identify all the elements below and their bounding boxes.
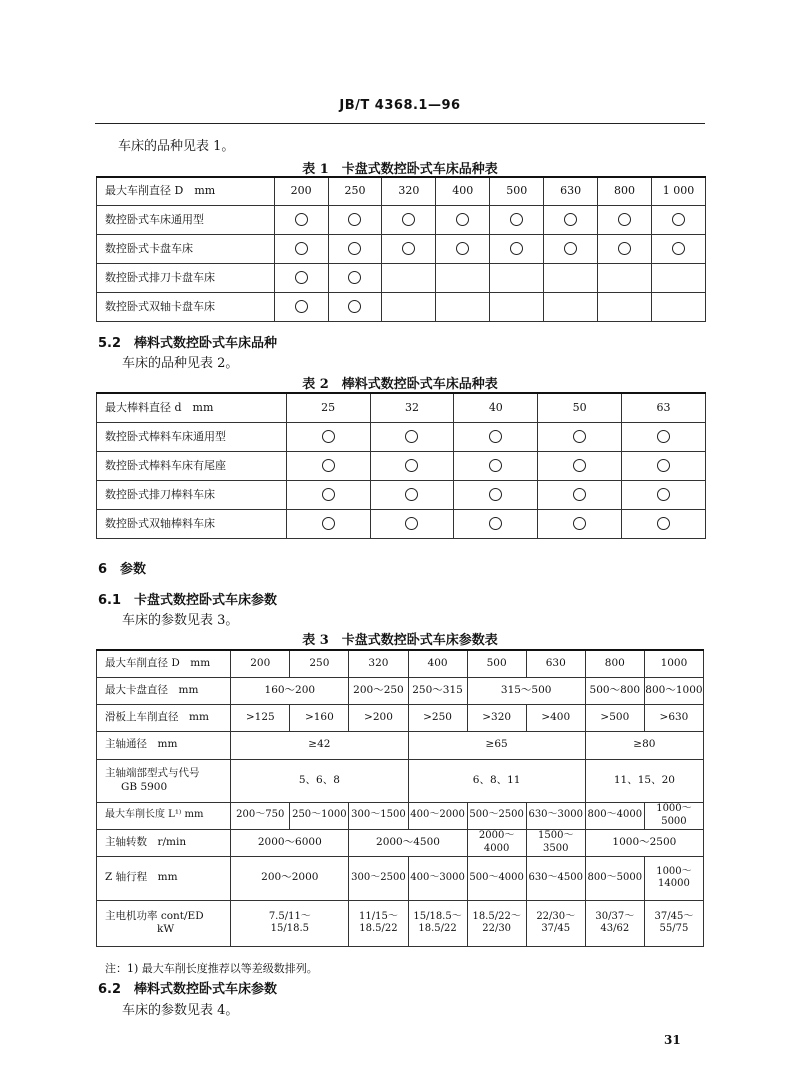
circle-mark-icon	[402, 213, 415, 226]
table-row	[97, 650, 704, 677]
cell-line: 37/45	[541, 923, 571, 934]
mark-cell	[436, 292, 490, 321]
table-cell: 主轴通径 mm	[97, 731, 231, 759]
circle-mark-icon	[564, 213, 577, 226]
table-cell: 数控卧式卡盘车床	[97, 234, 275, 263]
mark-cell	[328, 263, 382, 292]
cell-line: 43/62	[600, 923, 630, 934]
table-row	[97, 480, 706, 509]
mark-cell	[286, 509, 370, 538]
circle-mark-icon	[573, 430, 586, 443]
table-cell: 数控卧式棒料车床有尾座	[97, 451, 287, 480]
table-cell: 32	[370, 393, 454, 422]
mark-cell	[544, 205, 598, 234]
table-cell: 滑板上车削直径 mm	[97, 704, 231, 731]
table-cell: 200	[231, 650, 290, 677]
circle-mark-icon	[456, 242, 469, 255]
table-cell: 400～3000	[408, 856, 467, 900]
table-row	[97, 263, 706, 292]
mark-cell	[651, 292, 705, 321]
table2	[96, 392, 706, 539]
table-cell: 800	[585, 650, 644, 677]
label-line: GB 5900	[121, 780, 168, 793]
table-cell: 320	[382, 177, 436, 205]
mark-cell	[622, 451, 706, 480]
circle-mark-icon	[405, 459, 418, 472]
mark-cell	[538, 451, 622, 480]
circle-mark-icon	[672, 213, 685, 226]
table-cell: 315～500	[467, 677, 585, 704]
cell-line: 22/30	[482, 923, 512, 934]
circle-mark-icon	[489, 488, 502, 501]
mark-cell	[490, 234, 544, 263]
circle-mark-icon	[405, 430, 418, 443]
mark-cell	[328, 292, 382, 321]
table-cell: 630	[544, 177, 598, 205]
table-cell: 1000～2500	[585, 829, 703, 856]
table-cell: 250	[328, 177, 382, 205]
table-cell	[231, 900, 349, 946]
table-cell: 2000～6000	[231, 829, 349, 856]
mark-cell	[328, 205, 382, 234]
table-cell: 数控卧式排刀卡盘车床	[97, 263, 275, 292]
table-cell: 数控卧式棒料车床通用型	[97, 422, 287, 451]
circle-mark-icon	[295, 300, 308, 313]
table-cell: 160～200	[231, 677, 349, 704]
table-cell: 数控卧式双轴棒料车床	[97, 509, 287, 538]
table-row	[97, 677, 704, 704]
mark-cell	[538, 509, 622, 538]
table-cell: 630～3000	[526, 802, 585, 829]
cell-line: 7.5/11～	[268, 910, 311, 922]
mark-cell	[544, 263, 598, 292]
table-cell: ≥65	[408, 731, 585, 759]
table-cell	[585, 900, 644, 946]
cell-line: 22/30～	[536, 910, 576, 922]
table-cell	[644, 900, 703, 946]
circle-mark-icon	[405, 517, 418, 530]
mark-cell	[598, 234, 652, 263]
table-row	[97, 856, 704, 900]
table-cell: 500～4000	[467, 856, 526, 900]
table-cell: 200～2000	[231, 856, 349, 900]
table-cell: 500～2500	[467, 802, 526, 829]
mark-cell	[490, 205, 544, 234]
cell-line: 15/18.5～	[413, 910, 462, 922]
table-cell: >400	[526, 704, 585, 731]
table-cell	[644, 856, 703, 900]
cell-line: 18.5/22	[418, 923, 457, 934]
circle-mark-icon	[657, 488, 670, 501]
header-rule	[95, 123, 705, 124]
table-cell: >160	[290, 704, 349, 731]
table-cell: 6、8、11	[408, 759, 585, 802]
table-cell: 1000	[644, 650, 703, 677]
table-cell: 50	[538, 393, 622, 422]
circle-mark-icon	[573, 517, 586, 530]
table-row	[97, 829, 704, 856]
section-6-1-heading: 6.1 卡盘式数控卧式车床参数	[98, 593, 278, 608]
table-row	[97, 802, 704, 829]
table-cell: ≥42	[231, 731, 408, 759]
table-row	[97, 234, 706, 263]
table-row	[97, 509, 706, 538]
table-cell	[97, 900, 231, 946]
table2-caption: 表 2 棒料式数控卧式车床品种表	[302, 377, 498, 392]
circle-mark-icon	[657, 430, 670, 443]
section-5-2-heading: 5.2 棒料式数控卧式车床品种	[98, 336, 278, 351]
cell-line: 55/75	[659, 923, 689, 934]
table-cell: 300～1500	[349, 802, 408, 829]
circle-mark-icon	[295, 213, 308, 226]
circle-mark-icon	[322, 430, 335, 443]
table-cell: 2000～4500	[349, 829, 467, 856]
label-line: 主轴端部型式与代号	[105, 767, 200, 780]
mark-cell	[382, 205, 436, 234]
circle-mark-icon	[348, 271, 361, 284]
table-cell: 800	[598, 177, 652, 205]
table-cell: 250～315	[408, 677, 467, 704]
mark-cell	[454, 422, 538, 451]
page-number: 31	[664, 1033, 681, 1047]
table-cell: 数控卧式车床通用型	[97, 205, 275, 234]
table-cell: Z 轴行程 mm	[97, 856, 231, 900]
circle-mark-icon	[348, 213, 361, 226]
section-6-heading: 6 参数	[98, 562, 147, 577]
mark-cell	[651, 205, 705, 234]
table-cell: 200～250	[349, 677, 408, 704]
table-cell: 250～1000	[290, 802, 349, 829]
circle-mark-icon	[489, 517, 502, 530]
table-cell: 最大卡盘直径 mm	[97, 677, 231, 704]
table-cell	[526, 900, 585, 946]
mark-cell	[598, 205, 652, 234]
table-cell: 630～4500	[526, 856, 585, 900]
mark-cell	[490, 292, 544, 321]
section-6-2-heading: 6.2 棒料式数控卧式车床参数	[98, 982, 278, 997]
table-cell: ≥80	[585, 731, 703, 759]
table-cell: >200	[349, 704, 408, 731]
cell-line: 11/15～	[359, 910, 398, 922]
circle-mark-icon	[295, 242, 308, 255]
table-cell: 400	[408, 650, 467, 677]
table-cell: 200	[274, 177, 328, 205]
table-cell: 数控卧式排刀棒料车床	[97, 480, 287, 509]
table-cell: >630	[644, 704, 703, 731]
mark-cell	[274, 292, 328, 321]
table3-caption: 表 3 卡盘式数控卧式车床参数表	[302, 633, 498, 648]
table-cell: 5、6、8	[231, 759, 408, 802]
mark-cell	[544, 292, 598, 321]
mark-cell	[454, 451, 538, 480]
table-cell: 主轴转数 r/min	[97, 829, 231, 856]
mark-cell	[274, 205, 328, 234]
table-cell: 800～5000	[585, 856, 644, 900]
mark-cell	[286, 422, 370, 451]
mark-cell	[286, 480, 370, 509]
mark-cell	[454, 480, 538, 509]
document-number: JB/T 4368.1—96	[339, 98, 461, 113]
cell-line: 14000	[658, 878, 690, 889]
table-cell: 500～800	[585, 677, 644, 704]
table-cell: >250	[408, 704, 467, 731]
mark-cell	[382, 234, 436, 263]
table-cell	[97, 759, 231, 802]
section-6-1-text: 车床的参数见表 3。	[122, 613, 239, 628]
table-cell: 最大棒料直径 d mm	[97, 393, 287, 422]
cell-line: 18.5/22～	[472, 910, 521, 922]
circle-mark-icon	[322, 459, 335, 472]
circle-mark-icon	[456, 213, 469, 226]
table-cell: 300～2500	[349, 856, 408, 900]
circle-mark-icon	[564, 242, 577, 255]
circle-mark-icon	[573, 488, 586, 501]
table-cell: 63	[622, 393, 706, 422]
mark-cell	[382, 263, 436, 292]
circle-mark-icon	[657, 517, 670, 530]
mark-cell	[286, 451, 370, 480]
table-cell: >320	[467, 704, 526, 731]
circle-mark-icon	[402, 242, 415, 255]
table-cell: >125	[231, 704, 290, 731]
section-6-2-text: 车床的参数见表 4。	[122, 1003, 239, 1018]
cell-line: 1000～	[656, 865, 692, 877]
circle-mark-icon	[405, 488, 418, 501]
circle-mark-icon	[322, 517, 335, 530]
table-cell: 25	[286, 393, 370, 422]
section-5-2-text: 车床的品种见表 2。	[122, 356, 239, 371]
table-cell: 最大车削直径 D mm	[97, 650, 231, 677]
table-row	[97, 422, 706, 451]
table-row	[97, 451, 706, 480]
table-cell: 1 000	[651, 177, 705, 205]
table-row	[97, 900, 704, 946]
table-cell: 500	[490, 177, 544, 205]
table-cell: 1500～3500	[526, 829, 585, 856]
mark-cell	[274, 234, 328, 263]
table-cell: 800～4000	[585, 802, 644, 829]
mark-cell	[622, 480, 706, 509]
table-cell: 40	[454, 393, 538, 422]
mark-cell	[622, 422, 706, 451]
mark-cell	[370, 451, 454, 480]
intro-text: 车床的品种见表 1。	[118, 139, 235, 154]
table-cell: 800～1000	[644, 677, 703, 704]
circle-mark-icon	[322, 488, 335, 501]
table-cell: 400～2000	[408, 802, 467, 829]
cell-line: 15/18.5	[270, 923, 309, 934]
circle-mark-icon	[672, 242, 685, 255]
table-cell: 400	[436, 177, 490, 205]
table-cell: 数控卧式双轴卡盘车床	[97, 292, 275, 321]
table-cell: 250	[290, 650, 349, 677]
table-row	[97, 704, 704, 731]
circle-mark-icon	[573, 459, 586, 472]
circle-mark-icon	[348, 242, 361, 255]
cell-line: 18.5/22	[359, 923, 398, 934]
mark-cell	[651, 263, 705, 292]
circle-mark-icon	[618, 213, 631, 226]
mark-cell	[436, 263, 490, 292]
mark-cell	[490, 263, 544, 292]
circle-mark-icon	[348, 300, 361, 313]
table1	[96, 176, 706, 322]
table-row	[97, 177, 706, 205]
circle-mark-icon	[295, 271, 308, 284]
mark-cell	[544, 234, 598, 263]
mark-cell	[454, 509, 538, 538]
table1-caption: 表 1 卡盘式数控卧式车床品种表	[302, 162, 498, 177]
mark-cell	[598, 292, 652, 321]
table-cell	[349, 900, 408, 946]
table-note: 注：1) 最大车削长度推荐以等差级数排列。	[105, 962, 318, 975]
mark-cell	[598, 263, 652, 292]
mark-cell	[436, 205, 490, 234]
cell-line: 30/37～	[595, 910, 635, 922]
circle-mark-icon	[510, 213, 523, 226]
mark-cell	[370, 422, 454, 451]
mark-cell	[328, 234, 382, 263]
table-cell	[467, 900, 526, 946]
table-row	[97, 393, 706, 422]
mark-cell	[538, 422, 622, 451]
mark-cell	[436, 234, 490, 263]
circle-mark-icon	[510, 242, 523, 255]
label-line: kW	[157, 923, 175, 935]
circle-mark-icon	[489, 430, 502, 443]
table-cell	[408, 900, 467, 946]
mark-cell	[651, 234, 705, 263]
mark-cell	[274, 263, 328, 292]
table-row	[97, 759, 704, 802]
circle-mark-icon	[657, 459, 670, 472]
table-cell: 11、15、20	[585, 759, 703, 802]
table-cell: 630	[526, 650, 585, 677]
mark-cell	[538, 480, 622, 509]
mark-cell	[622, 509, 706, 538]
cell-line: 37/45～	[654, 910, 694, 922]
mark-cell	[370, 480, 454, 509]
mark-cell	[370, 509, 454, 538]
table-row	[97, 292, 706, 321]
table-cell: 320	[349, 650, 408, 677]
table-cell: 最大车削长度 L¹⁾ mm	[97, 802, 231, 829]
table3	[96, 649, 704, 947]
table-cell: 500	[467, 650, 526, 677]
circle-mark-icon	[489, 459, 502, 472]
mark-cell	[382, 292, 436, 321]
circle-mark-icon	[618, 242, 631, 255]
table-cell: 1000～5000	[644, 802, 703, 829]
table-row	[97, 205, 706, 234]
table-cell: 200～750	[231, 802, 290, 829]
label-line: 主电机功率 cont/ED	[105, 909, 204, 922]
table-row	[97, 731, 704, 759]
table-cell: 2000～4000	[467, 829, 526, 856]
table-cell: >500	[585, 704, 644, 731]
table-cell: 最大车削直径 D mm	[97, 177, 275, 205]
